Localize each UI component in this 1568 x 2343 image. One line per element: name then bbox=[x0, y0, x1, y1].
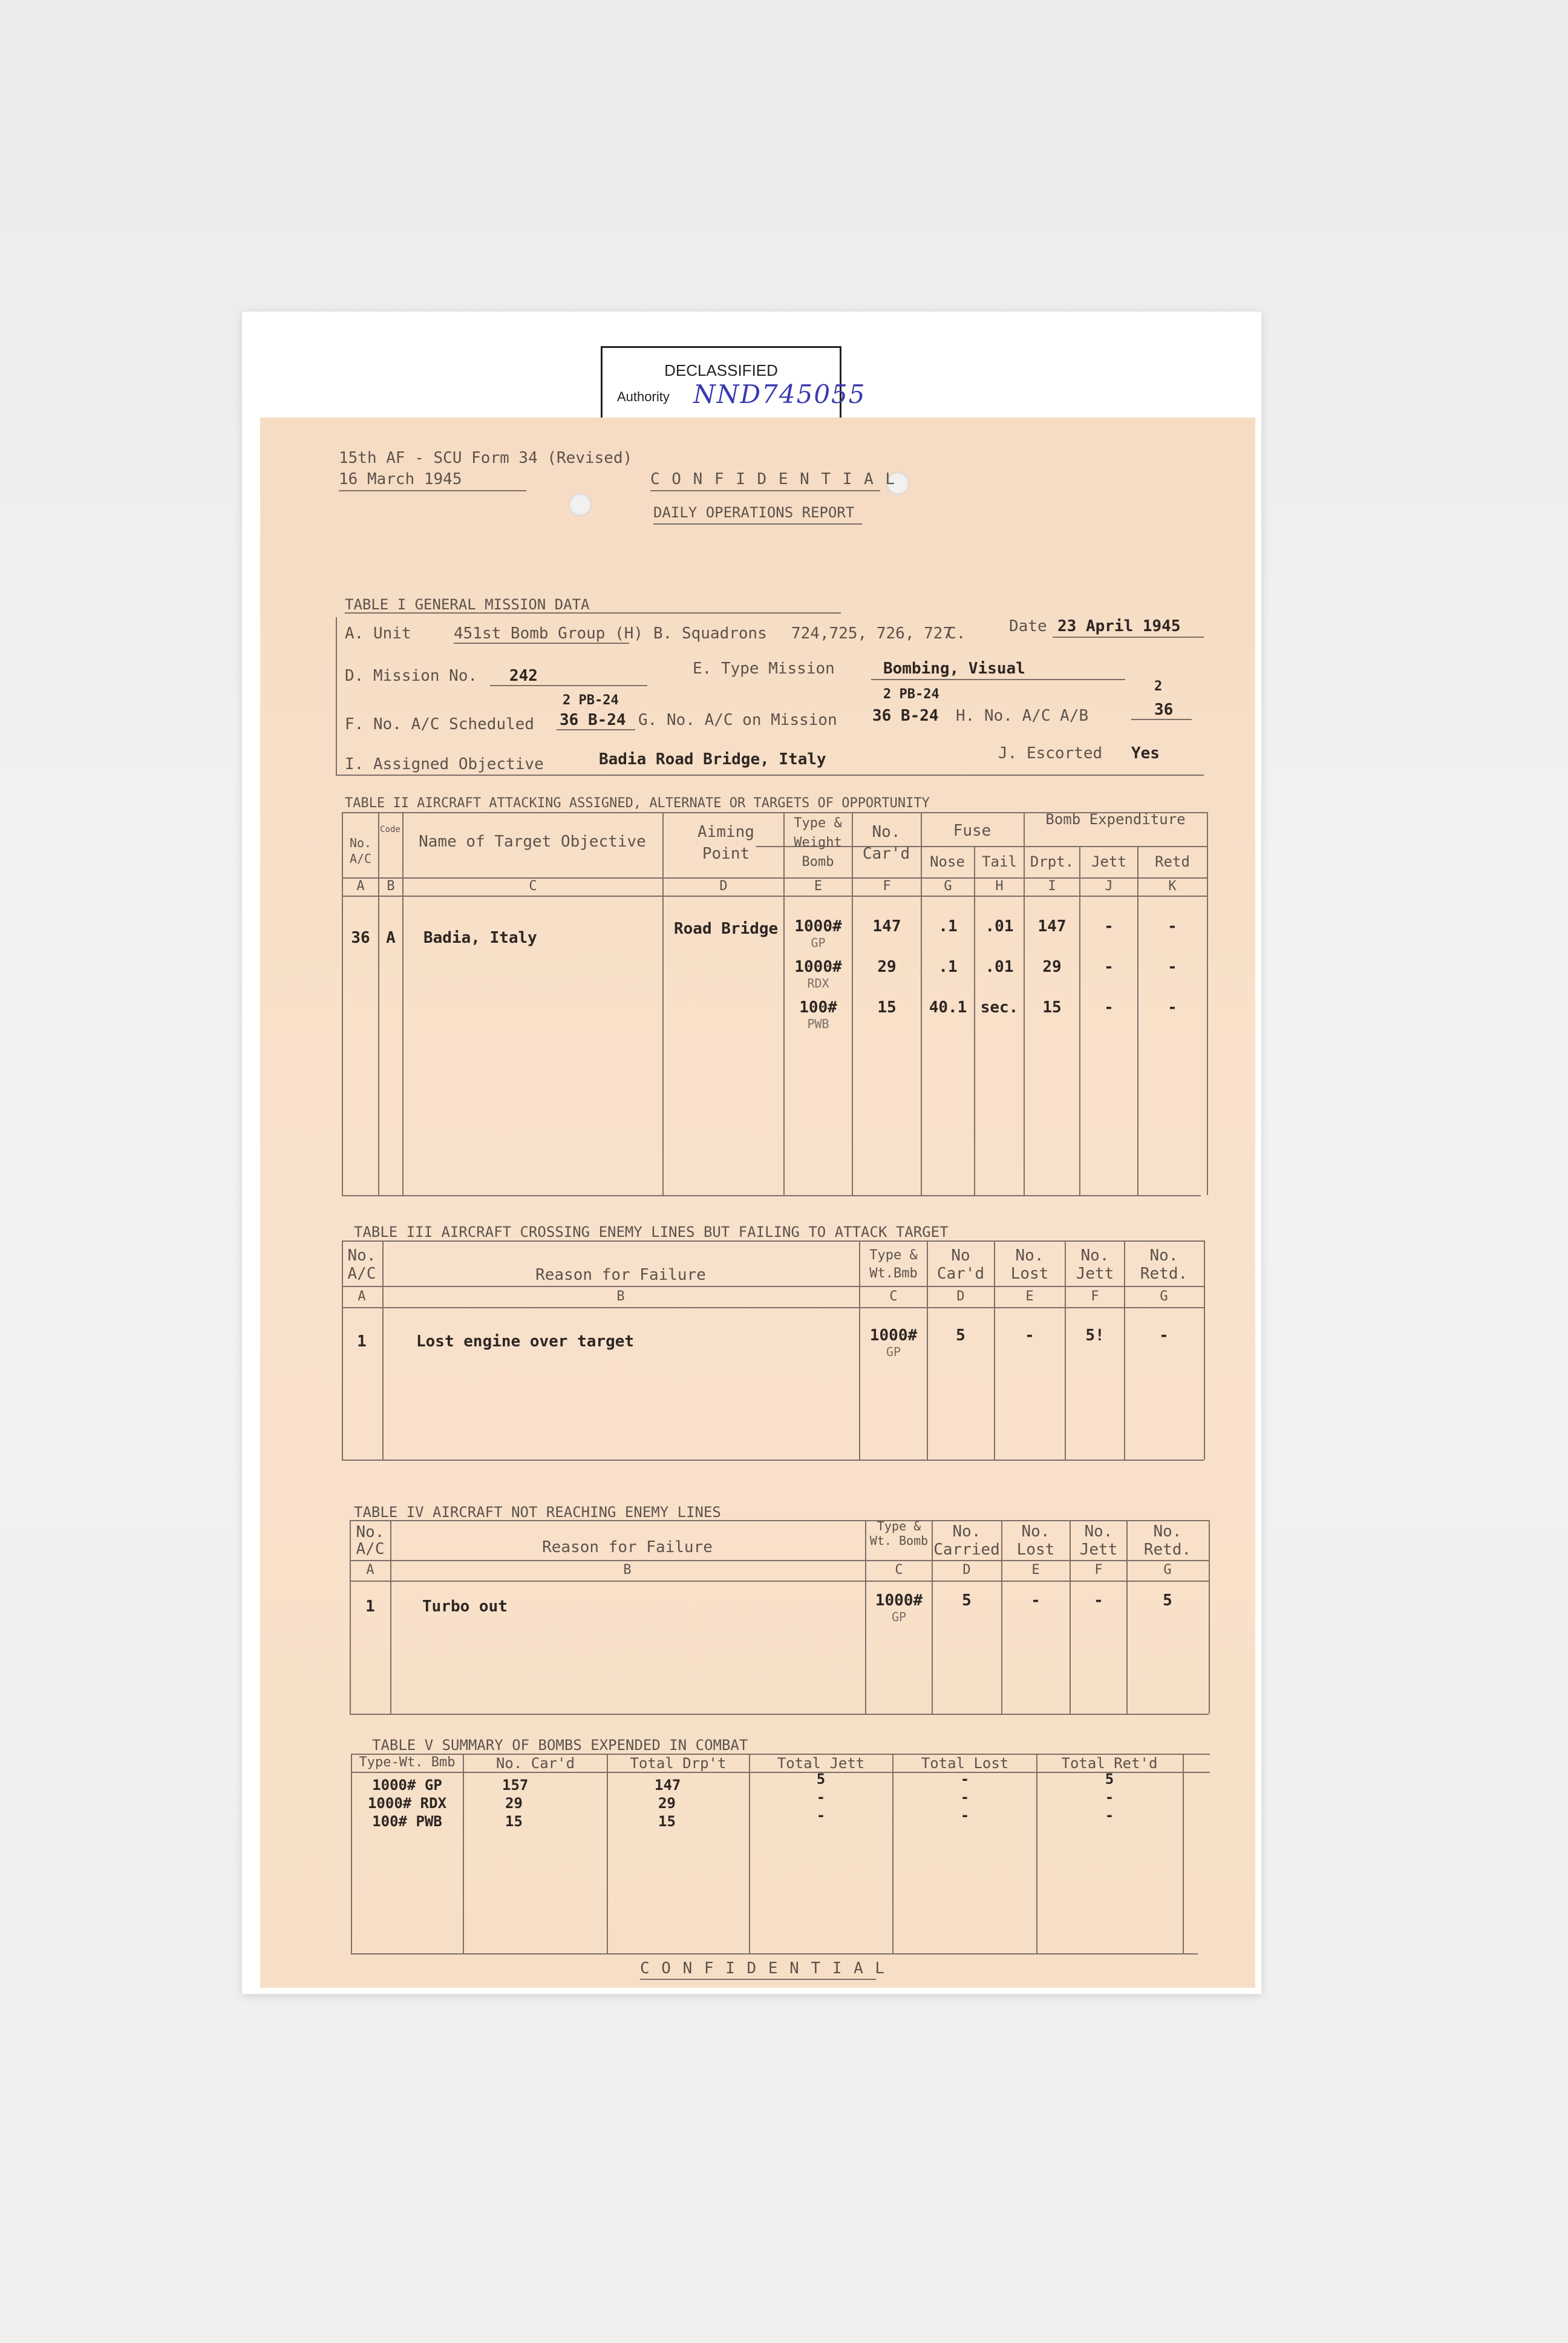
row-no-ac: 36 bbox=[351, 929, 370, 947]
letter-f: F bbox=[883, 879, 891, 894]
t4-col-type: Type & Wt. Bomb bbox=[869, 1519, 929, 1548]
t5-row-returned: - bbox=[1105, 1789, 1114, 1806]
t4-letter-a: A bbox=[366, 1562, 374, 1578]
t4-col-jett: No. Jett bbox=[1079, 1522, 1118, 1559]
bomb-carried: 29 bbox=[877, 958, 897, 976]
t4-row-retd: 5 bbox=[1163, 1591, 1172, 1610]
bomb-tail-fuse: sec. bbox=[980, 998, 1019, 1017]
t3-row-reason: Lost engine over target bbox=[416, 1332, 635, 1351]
t4-letter-e: E bbox=[1031, 1562, 1040, 1578]
squadrons-value: 724,725, 726, 727 bbox=[791, 624, 953, 643]
scheduled-label: F. No. A/C Scheduled bbox=[345, 715, 535, 733]
col-bomb-expenditure: Bomb Expenditure bbox=[1045, 811, 1186, 828]
objective-label: I. Assigned Objective bbox=[345, 755, 544, 773]
bomb-nose-fuse: .1 bbox=[938, 958, 958, 976]
t5-row-returned: 5 bbox=[1105, 1771, 1114, 1788]
bomb-returned: - bbox=[1168, 917, 1177, 936]
stamp-title: DECLASSIFIED bbox=[664, 361, 778, 379]
t3-row-retd: - bbox=[1159, 1326, 1169, 1345]
t5-row-type: 1000# GP bbox=[372, 1777, 442, 1794]
col-jettisoned: Jett bbox=[1091, 853, 1126, 870]
t3-row-type: 1000# bbox=[869, 1326, 918, 1345]
h-label: H. No. A/C A/B bbox=[956, 707, 1089, 725]
t3-row-lost: - bbox=[1025, 1326, 1034, 1345]
letter-k: K bbox=[1168, 879, 1177, 894]
on-mission-top: 2 PB-24 bbox=[883, 687, 939, 702]
t3-letter-c: C bbox=[889, 1289, 898, 1304]
bomb-jettisoned: - bbox=[1104, 917, 1114, 936]
row-aiming-point: Road Bridge bbox=[674, 920, 779, 938]
t5-row-dropped: 147 bbox=[655, 1777, 681, 1794]
col-aiming-point: Aiming Point bbox=[697, 823, 754, 863]
t3-row-no-ac: 1 bbox=[357, 1332, 367, 1351]
t5-col-carried: No. Car'd bbox=[495, 1755, 575, 1772]
t4-letter-c: C bbox=[895, 1562, 903, 1578]
t4-row-type: 1000# bbox=[875, 1591, 923, 1610]
t4-col-no-ac: No. A/C bbox=[356, 1523, 385, 1558]
table4-title: TABLE IV AIRCRAFT NOT REACHING ENEMY LINES bbox=[354, 1504, 721, 1521]
form-number: 15th AF - SCU Form 34 (Revised) bbox=[339, 449, 633, 467]
table2-title: TABLE II AIRCRAFT ATTACKING ASSIGNED, ALTERNATE OR TARGETS OF OPPORTUNITY bbox=[345, 796, 930, 811]
bomb-returned: - bbox=[1168, 998, 1177, 1017]
t4-row-reason: Turbo out bbox=[422, 1598, 508, 1616]
t3-row-jett: 5! bbox=[1085, 1326, 1105, 1345]
letter-g: G bbox=[944, 879, 952, 894]
c-label: C. bbox=[947, 624, 966, 643]
stamp-authority-number: NND745055 bbox=[693, 379, 866, 409]
t5-row-dropped: 29 bbox=[658, 1795, 676, 1812]
bomb-jettisoned: - bbox=[1104, 998, 1114, 1017]
col-code: Code bbox=[380, 825, 400, 834]
table3-title: TABLE III AIRCRAFT CROSSING ENEMY LINES BUT FAILING TO ATTACK TARGET bbox=[354, 1224, 949, 1240]
bomb-type-sub: GP bbox=[811, 936, 826, 950]
declassified-stamp bbox=[601, 346, 866, 422]
t5-row-type: 1000# RDX bbox=[367, 1795, 447, 1812]
letter-c: C bbox=[529, 879, 537, 894]
t3-letter-f: F bbox=[1091, 1289, 1099, 1304]
row-target: Badia, Italy bbox=[423, 929, 537, 947]
g-label: G. No. A/C on Mission bbox=[638, 711, 837, 729]
escorted-value: Yes bbox=[1131, 744, 1160, 762]
bomb-tail-fuse: .01 bbox=[985, 917, 1014, 936]
col-tail: Tail bbox=[982, 853, 1017, 870]
mission-no: 242 bbox=[509, 667, 538, 685]
t5-col-dropped: Total Drp't bbox=[630, 1755, 727, 1772]
scheduled-value: 36 B-24 bbox=[560, 711, 626, 729]
t5-row-lost: - bbox=[960, 1771, 970, 1788]
t3-col-no-ac: No. A/C bbox=[347, 1247, 376, 1283]
t3-col-lost: No. Lost bbox=[1010, 1247, 1049, 1283]
letter-e: E bbox=[814, 879, 823, 894]
col-target-name: Name of Target Objective bbox=[419, 833, 646, 851]
t3-col-type: Type & Wt.Bmb bbox=[869, 1248, 918, 1281]
bomb-type: 1000# bbox=[794, 917, 842, 936]
operations-report-page bbox=[260, 418, 1255, 1988]
bomb-type-sub: PWB bbox=[807, 1017, 829, 1031]
col-no-ac: No. A/C bbox=[349, 836, 372, 866]
t5-row-type: 100# PWB bbox=[372, 1813, 442, 1830]
t3-letter-g: G bbox=[1160, 1289, 1168, 1304]
bomb-jettisoned: - bbox=[1104, 958, 1114, 976]
form-date: 16 March 1945 bbox=[339, 470, 462, 488]
t5-row-carried: 15 bbox=[505, 1813, 523, 1830]
t3-letter-d: D bbox=[956, 1289, 965, 1304]
letter-a: A bbox=[356, 879, 365, 894]
bomb-nose-fuse: 40.1 bbox=[929, 998, 967, 1017]
t4-row-lost: - bbox=[1031, 1591, 1040, 1610]
t5-row-dropped: 15 bbox=[658, 1813, 676, 1830]
bomb-type-sub: RDX bbox=[807, 976, 829, 991]
t4-col-carried: No. Carried bbox=[933, 1522, 1000, 1559]
t5-col-jettisoned: Total Jett bbox=[777, 1755, 865, 1772]
t4-col-retd: No. Retd. bbox=[1143, 1522, 1192, 1559]
letter-j: J bbox=[1105, 879, 1113, 894]
t5-row-jettisoned: 5 bbox=[816, 1771, 826, 1788]
ab-top: 2 bbox=[1154, 679, 1163, 694]
t5-row-carried: 157 bbox=[502, 1777, 529, 1794]
t4-letter-b: B bbox=[623, 1562, 632, 1578]
type-mission: Bombing, Visual bbox=[883, 660, 1025, 678]
t3-col-carried: No Car'd bbox=[936, 1247, 985, 1283]
t4-row-type-sub: GP bbox=[891, 1610, 907, 1624]
table5-title: TABLE V SUMMARY OF BOMBS EXPENDED IN COMBAT bbox=[372, 1737, 748, 1754]
date-label: Date bbox=[1009, 617, 1047, 635]
t3-letter-e: E bbox=[1025, 1289, 1034, 1304]
t4-letter-d: D bbox=[962, 1562, 971, 1578]
col-type-weight: Type & Weight Bomb bbox=[794, 816, 842, 870]
t3-row-carried: 5 bbox=[956, 1326, 965, 1345]
t4-row-jett: - bbox=[1094, 1591, 1103, 1610]
bomb-returned: - bbox=[1168, 958, 1177, 976]
punch-hole bbox=[569, 493, 592, 516]
bomb-nose-fuse: .1 bbox=[938, 917, 958, 936]
col-fuse: Fuse bbox=[953, 822, 991, 840]
mission-no-label: D. Mission No. bbox=[345, 667, 478, 685]
t3-col-retd: No. Retd. bbox=[1140, 1247, 1188, 1283]
letter-h: H bbox=[995, 879, 1004, 894]
bomb-dropped: 15 bbox=[1042, 998, 1062, 1017]
t5-col-lost: Total Lost bbox=[921, 1755, 1009, 1772]
classification-header: C O N F I D E N T I A L bbox=[650, 470, 897, 488]
scheduled-top: 2 PB-24 bbox=[563, 693, 619, 708]
bomb-type: 100# bbox=[799, 998, 837, 1017]
ab-value: 36 bbox=[1154, 701, 1174, 719]
objective-value: Badia Road Bridge, Italy bbox=[599, 750, 826, 768]
table1-title: TABLE I GENERAL MISSION DATA bbox=[345, 596, 590, 613]
classification-footer: C O N F I D E N T I A L bbox=[640, 1959, 886, 1978]
col-nose: Nose bbox=[930, 853, 965, 870]
escorted-label: J. Escorted bbox=[998, 744, 1103, 762]
t5-row-lost: - bbox=[960, 1807, 970, 1824]
t3-letter-b: B bbox=[616, 1289, 625, 1304]
t3-row-type-sub: GP bbox=[886, 1345, 901, 1359]
row-code: A bbox=[386, 929, 396, 947]
t4-letter-f: F bbox=[1094, 1562, 1103, 1578]
t5-row-lost: - bbox=[960, 1789, 970, 1806]
unit-label: A. Unit bbox=[345, 624, 411, 643]
type-mission-label: E. Type Mission bbox=[693, 660, 835, 678]
mission-date: 23 April 1945 bbox=[1057, 617, 1181, 635]
letter-d: D bbox=[719, 879, 728, 894]
col-dropped: Drpt. bbox=[1030, 853, 1074, 870]
col-carried: No. Car'd bbox=[862, 823, 910, 863]
t4-row-carried: 5 bbox=[962, 1591, 972, 1610]
unit-value: 451st Bomb Group (H) bbox=[454, 624, 644, 643]
t5-row-carried: 29 bbox=[505, 1795, 523, 1812]
on-mission-value: 36 B-24 bbox=[872, 707, 939, 725]
t5-row-returned: - bbox=[1105, 1807, 1114, 1824]
stamp-authority-label: Authority bbox=[617, 389, 670, 404]
bomb-tail-fuse: .01 bbox=[985, 958, 1014, 976]
letter-b: B bbox=[387, 879, 395, 894]
t4-row-no-ac: 1 bbox=[365, 1598, 375, 1616]
letter-i: I bbox=[1048, 879, 1056, 894]
report-title: DAILY OPERATIONS REPORT bbox=[653, 504, 855, 521]
t5-row-jettisoned: - bbox=[816, 1807, 826, 1824]
col-returned: Retd bbox=[1155, 853, 1190, 870]
t5-row-jettisoned: - bbox=[816, 1789, 826, 1806]
t5-col-returned: Total Ret'd bbox=[1061, 1755, 1158, 1772]
squadrons-label: B. Squadrons bbox=[653, 624, 767, 643]
bomb-type: 1000# bbox=[794, 958, 842, 976]
bomb-carried: 15 bbox=[877, 998, 897, 1017]
bomb-dropped: 29 bbox=[1042, 958, 1062, 976]
bomb-carried: 147 bbox=[872, 917, 901, 936]
bomb-dropped: 147 bbox=[1037, 917, 1067, 936]
t4-col-lost: No. Lost bbox=[1016, 1522, 1055, 1559]
t3-letter-a: A bbox=[358, 1289, 366, 1304]
t3-col-jett: No. Jett bbox=[1076, 1247, 1114, 1283]
t3-col-reason: Reason for Failure bbox=[535, 1266, 706, 1284]
t4-letter-g: G bbox=[1163, 1562, 1172, 1578]
t5-col-type: Type-Wt. Bmb bbox=[359, 1755, 456, 1770]
t4-col-reason: Reason for Failure bbox=[542, 1538, 713, 1556]
